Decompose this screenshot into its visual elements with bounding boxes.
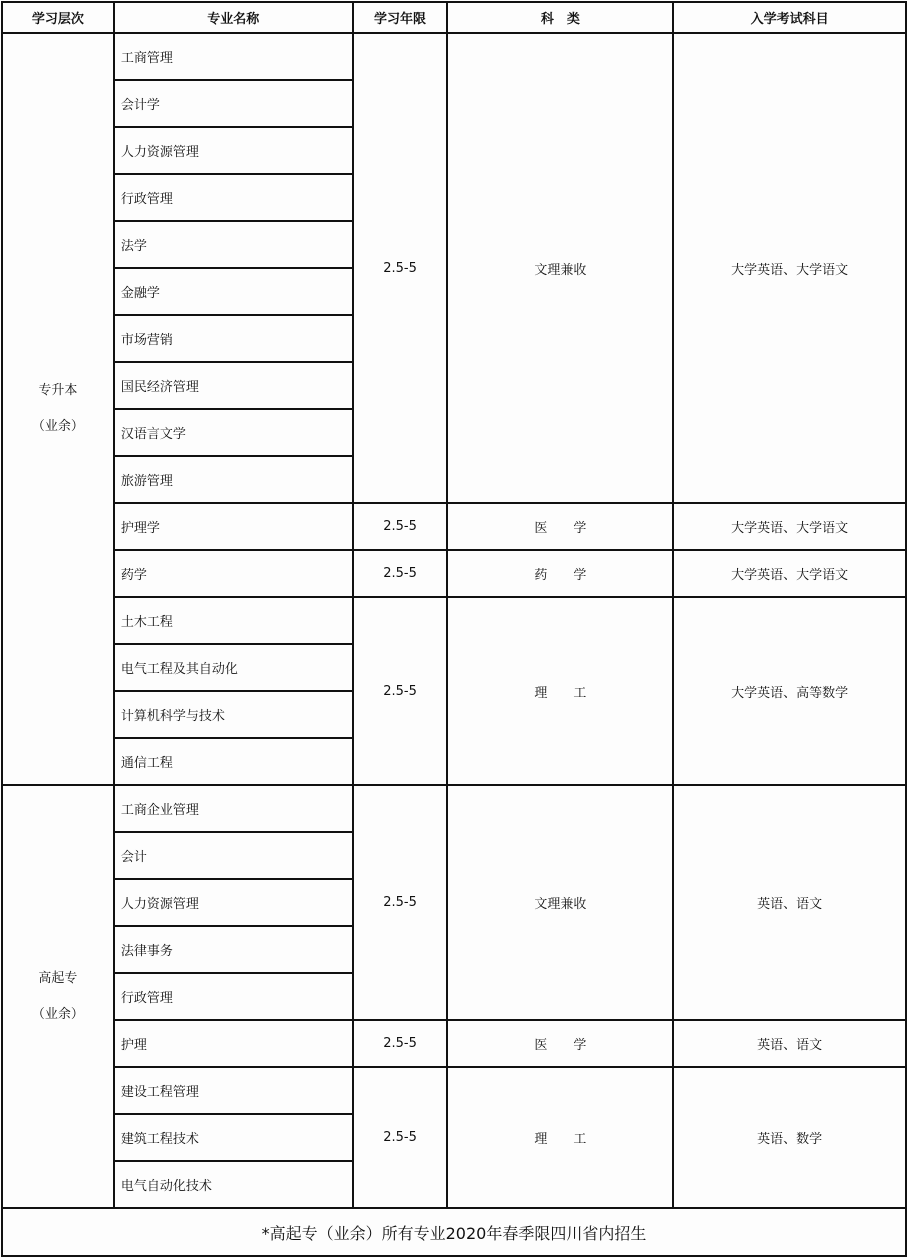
exam-cell: 大学英语、大学语文	[673, 503, 906, 550]
major-name: 护理	[114, 1020, 353, 1067]
major-name: 市场营销	[114, 315, 353, 362]
table-row	[2, 503, 906, 550]
study-level-cell	[2, 33, 114, 785]
major-name: 建筑工程技术	[114, 1114, 353, 1161]
table-row	[2, 597, 906, 644]
category-cell: 药 学	[447, 550, 673, 597]
major-name: 建设工程管理	[114, 1067, 353, 1114]
major-name: 电气自动化技术	[114, 1161, 353, 1208]
exam-cell: 大学英语、高等数学	[673, 597, 906, 785]
duration-cell: 2.5-5	[353, 785, 448, 1020]
major-name: 工商管理	[114, 33, 353, 80]
duration-cell: 2.5-5	[353, 550, 448, 597]
category-cell: 理 工	[447, 597, 673, 785]
major-name: 行政管理	[114, 174, 353, 221]
major-name: 土木工程	[114, 597, 353, 644]
footer-row	[2, 1208, 906, 1256]
enrollment-table	[1, 1, 907, 1257]
category-cell: 理 工	[447, 1067, 673, 1208]
exam-cell: 大学英语、大学语文	[673, 33, 906, 503]
duration-cell: 2.5-5	[353, 503, 448, 550]
major-name: 人力资源管理	[114, 127, 353, 174]
major-name: 会计学	[114, 80, 353, 127]
exam-cell: 大学英语、大学语文	[673, 550, 906, 597]
major-name: 法学	[114, 221, 353, 268]
major-name: 工商企业管理	[114, 785, 353, 832]
exam-cell: 英语、数学	[673, 1067, 906, 1208]
table-row	[2, 1020, 906, 1067]
footer-note: *高起专（业余）所有专业2020年春季限四川省内招生	[2, 1208, 906, 1256]
duration-cell: 2.5-5	[353, 33, 448, 503]
study-level-name: 高起专	[38, 970, 78, 986]
major-name: 通信工程	[114, 738, 353, 785]
header-category: 科 类	[447, 2, 673, 33]
major-name: 计算机科学与技术	[114, 691, 353, 738]
major-name: 电气工程及其自动化	[114, 644, 353, 691]
study-level-mode: （业余）	[31, 1006, 84, 1022]
major-name: 汉语言文学	[114, 409, 353, 456]
major-name: 金融学	[114, 268, 353, 315]
duration-cell: 2.5-5	[353, 1067, 448, 1208]
duration-cell: 2.5-5	[353, 1020, 448, 1067]
major-name: 法律事务	[114, 926, 353, 973]
exam-cell: 英语、语文	[673, 785, 906, 1020]
exam-cell: 英语、语文	[673, 1020, 906, 1067]
major-name: 护理学	[114, 503, 353, 550]
header-exam: 入学考试科目	[673, 2, 906, 33]
header-duration: 学习年限	[353, 2, 448, 33]
duration-cell: 2.5-5	[353, 597, 448, 785]
major-name: 药学	[114, 550, 353, 597]
major-name: 旅游管理	[114, 456, 353, 503]
category-cell: 文理兼收	[447, 785, 673, 1020]
major-name: 会计	[114, 832, 353, 879]
header-row	[2, 2, 906, 33]
major-name: 人力资源管理	[114, 879, 353, 926]
category-cell: 文理兼收	[447, 33, 673, 503]
major-name: 行政管理	[114, 973, 353, 1020]
table-row	[2, 33, 906, 80]
study-level-cell	[2, 785, 114, 1208]
category-cell: 医 学	[447, 503, 673, 550]
header-major: 专业名称	[114, 2, 353, 33]
table-row	[2, 1067, 906, 1114]
category-cell: 医 学	[447, 1020, 673, 1067]
study-level-name: 专升本	[38, 383, 78, 398]
major-name: 国民经济管理	[114, 362, 353, 409]
table-row	[2, 550, 906, 597]
study-level-mode: （业余）	[31, 419, 84, 434]
table-row	[2, 785, 906, 832]
header-level: 学习层次	[2, 2, 114, 33]
